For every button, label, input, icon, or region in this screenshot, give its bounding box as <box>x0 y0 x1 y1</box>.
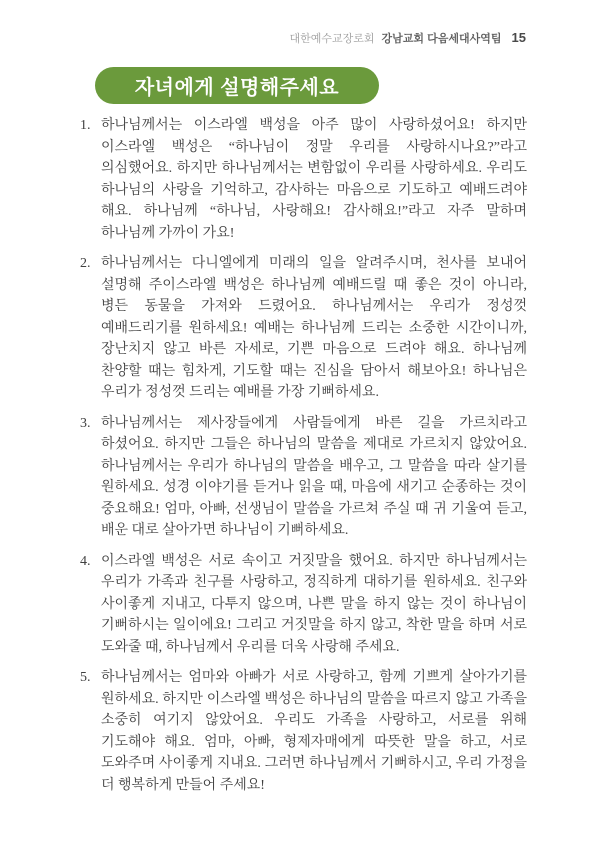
item-text: 이스라엘 백성은 서로 속이고 거짓말을 했어요. 하지만 하나님께서는 우리가 가족과 친구를 사랑하고, 정직하게 대하기를 원하세요. 친구와 사이좋게 지내고, 다투지 않으며, 나쁜 말을 하지 않는 것이 하나님이 기뻐하시는 일이에요! 그리고 거짓말을 하지 않고, 착한 말을 하며 서로 도와줄 때, 하나님께서 우리를 더욱 사랑해 주세요. <box>101 553 527 655</box>
item-text: 하나님께서는 다니엘에게 미래의 일을 알려주시며, 천사를 보내어 설명해 주이스라엘 백성은 하나님께 예배드릴 때 좋은 것이 아니라, 병든 동물을 가져와 드렸어요. 하나님께서는 우리가 정성껏 예배드리기를 원하세요! 예배는 하나님께 드리는 소중한 시간이니까, 장난치지 않고 바른 자세로, 기쁜 마음으로 드려야 해요. 하나님께 찬양할 때는 힘차게, 기도할 때는 진심을 담아서 해보아요! 하나님은 우리가 정성껏 드리는 예배를 가장 기뻐하세요. <box>101 256 527 400</box>
item-number: 5. <box>80 670 91 685</box>
header-page-number: 15 <box>511 30 526 45</box>
list-item <box>80 551 527 659</box>
header-church-team: 강남교회 다음세대사역팀 <box>381 33 502 45</box>
item-text: 하나님께서는 제사장들에게 사람들에게 바른 길을 가르치라고 하셨어요. 하지만 그들은 하나님의 말씀을 제대로 가르치지 않았어요. 하나님께서는 우리가 하나님의 말씀을 배우고, 그 말씀을 따라 살기를 원하세요. 성경 이야기를 듣거나 읽을 때, 마음에 새기고 순종하는 것이 중요해요! 엄마, 아빠, 선생님이 말씀을 가르쳐 주실 때 귀 기울여 듣고, 배운 대로 살아가면 하나님이 기뻐하세요. <box>101 415 527 538</box>
section-title-badge <box>95 67 379 104</box>
page-header <box>289 30 526 46</box>
item-number: 2. <box>80 256 91 271</box>
item-text: 하나님께서는 이스라엘 백성을 아주 많이 사랑하셨어요! 하지만 이스라엘 백성은 “하나님이 정말 우리를 사랑하시나요?”라고 의심했어요. 하지만 하나님께서는 변함없이 우리를 사랑하세요. 우리도 하나님의 사랑을 기억하고, 감사하는 마음으로 기도하고 예배드려야 해요. 하나님께 “하나님, 사랑해요! 감사해요!”라고 자주 말하며 하나님께 가까이 가요! <box>101 118 527 241</box>
item-number: 1. <box>80 118 91 133</box>
section-title-label: 자녀에게 설명해주세요 <box>134 77 340 99</box>
item-text: 하나님께서는 엄마와 아빠가 서로 사랑하고, 함께 기쁘게 살아가기를 원하세요. 하지만 이스라엘 백성은 하나님의 말씀을 따르지 않고 가족을 소중히 여기지 않았어요. 우리도 가족을 사랑하고, 서로를 위해 기도해야 해요. 엄마, 아빠, 형제자매에게 따뜻한 말을 하고, 서로 도와주며 사이좋게 지내요. 그러면 하나님께서 기뻐하시고, 우리 가정을 더 행복하게 만들어 주세요! <box>101 670 527 793</box>
list-item <box>80 413 527 542</box>
list-item <box>80 253 527 404</box>
explanation-list <box>80 115 527 805</box>
item-number: 4. <box>80 553 91 569</box>
list-item <box>80 115 527 244</box>
header-organization: 대한예수교장로회 <box>289 33 375 45</box>
list-item <box>80 667 527 796</box>
item-number: 3. <box>80 415 91 431</box>
